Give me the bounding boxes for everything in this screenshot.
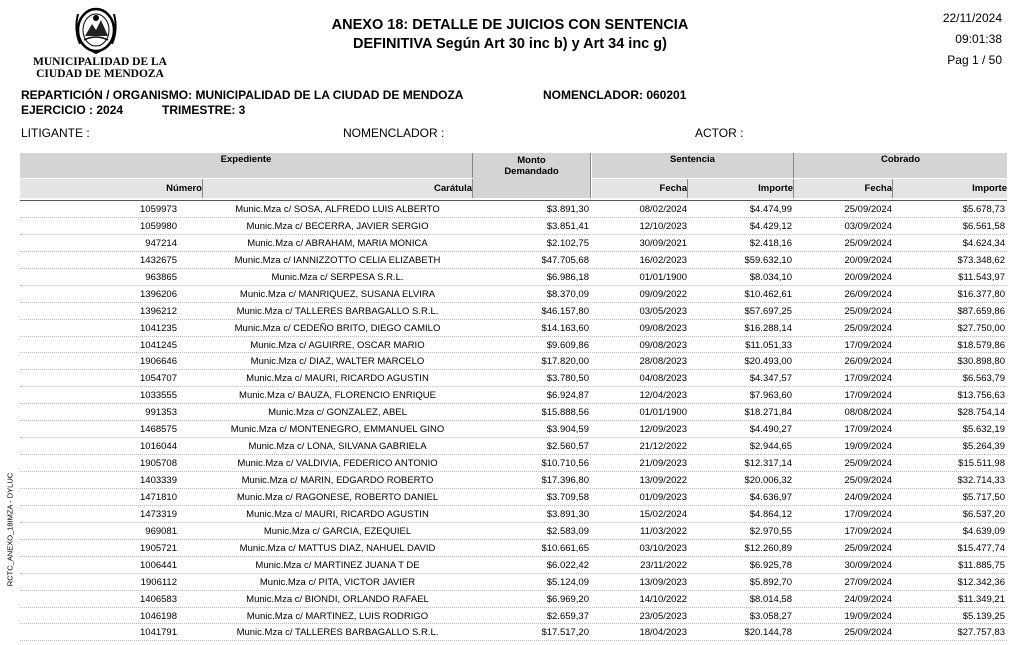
cell-cobrado-fecha: 17/09/2024 — [844, 339, 892, 351]
cell-sentencia-fecha: 13/09/2023 — [639, 576, 687, 588]
cell-sentencia-fecha: 13/09/2022 — [639, 475, 687, 486]
cell-numero: 1041235 — [140, 322, 177, 334]
col-group-sentencia: Sentencia — [592, 153, 794, 178]
table-row — [20, 286, 1007, 303]
cell-caratula: Munic.Mza c/ TALLERES BARBAGALLO S.R.L. — [236, 627, 439, 639]
cell-cobrado-fecha: 17/09/2024 — [844, 390, 892, 402]
cell-monto: $3.851,41 — [546, 220, 589, 232]
cell-cobrado-fecha: 20/09/2024 — [844, 271, 892, 283]
table-row — [20, 320, 1007, 337]
cell-numero: 1406583 — [140, 593, 177, 605]
reparticion-label: REPARTICIÓN / ORGANISMO: MUNICIPALIDAD DE LA CIUDAD DE MENDOZA — [21, 88, 464, 102]
cell-numero: 1473319 — [140, 508, 177, 520]
table-row — [20, 506, 1007, 523]
trimestre-label: TRIMESTRE: 3 — [162, 103, 246, 117]
cell-cobrado-fecha: 25/09/2024 — [844, 237, 892, 249]
cell-cobrado-importe: $16.377,80 — [957, 288, 1005, 300]
cell-caratula: Munic.Mza c/ TALLERES BARBAGALLO S.R.L. — [236, 305, 439, 317]
cell-cobrado-fecha: 26/09/2024 — [844, 356, 892, 368]
cell-sentencia-fecha: 12/04/2023 — [639, 390, 687, 402]
coat-of-arms-icon — [68, 4, 124, 54]
cell-caratula: Munic.Mza c/ DIAZ, WALTER MARCELO — [250, 356, 425, 368]
cell-sentencia-importe: $5.892,70 — [749, 576, 792, 588]
col-monto-demandado — [473, 153, 591, 198]
cell-sentencia-importe: $16.288,14 — [744, 322, 792, 334]
table-row — [20, 235, 1007, 252]
cell-sentencia-importe: $20.144,78 — [744, 627, 792, 639]
cell-caratula: Munic.Mza c/ IANNIZZOTTO CELIA ELIZABETH — [234, 254, 441, 266]
table-body — [20, 200, 1007, 641]
cell-caratula: Munic.Mza c/ MONTENEGRO, EMMANUEL GINO — [230, 424, 445, 436]
table-row — [20, 455, 1007, 472]
cell-cobrado-fecha: 24/09/2024 — [844, 491, 892, 503]
cell-numero: 1468575 — [140, 424, 177, 436]
cell-monto: $17.517,20 — [541, 627, 589, 639]
table-row — [20, 269, 1007, 286]
cell-cobrado-importe: $11.543,97 — [958, 271, 1005, 283]
cell-caratula: Munic.Mza c/ BECERRA, JAVIER SERGIO — [246, 220, 429, 232]
cell-cobrado-fecha: 26/09/2024 — [844, 288, 892, 300]
cell-numero: 1033555 — [140, 390, 177, 402]
cell-numero: 969081 — [145, 525, 177, 537]
cell-sentencia-importe: $4.474,99 — [749, 204, 792, 215]
report-meta — [943, 8, 1002, 71]
cell-cobrado-importe: $6.537,20 — [962, 508, 1005, 520]
table-row — [20, 438, 1007, 455]
cell-sentencia-importe: $12.317,14 — [744, 458, 792, 470]
cell-cobrado-importe: $5.139,25 — [962, 610, 1005, 622]
cell-sentencia-importe: $2.970,55 — [749, 525, 792, 537]
cell-sentencia-importe: $4.490,27 — [749, 424, 792, 436]
cell-monto: $9.609,86 — [546, 339, 589, 351]
cell-numero: 947214 — [145, 237, 177, 249]
juicios-table — [20, 153, 1007, 638]
cell-sentencia-fecha: 14/10/2022 — [639, 593, 687, 605]
cell-sentencia-importe: $8.014,58 — [749, 593, 792, 605]
cell-numero: 1905721 — [140, 542, 177, 554]
cell-sentencia-fecha: 03/05/2023 — [639, 305, 687, 317]
cell-numero: 1059973 — [140, 204, 177, 215]
cell-sentencia-fecha: 28/08/2023 — [639, 356, 687, 368]
title-line2: DEFINITIVA Según Art 30 inc b) y Art 34 inc g) — [353, 36, 667, 52]
cell-sentencia-fecha: 23/11/2022 — [640, 559, 687, 571]
cell-monto: $46.157,80 — [541, 305, 589, 317]
table-row — [20, 201, 1007, 218]
nomenclador-filter-label: NOMENCLADOR : — [343, 126, 445, 140]
cell-cobrado-importe: $5.678,73 — [962, 204, 1005, 215]
cell-cobrado-importe: $87.659,86 — [957, 305, 1005, 317]
cell-sentencia-fecha: 12/09/2023 — [639, 424, 687, 436]
cell-sentencia-fecha: 01/01/1900 — [639, 271, 687, 283]
table-row — [20, 472, 1007, 489]
cell-caratula: Munic.Mza c/ BAUZA, FLORENCIO ENRIQUE — [239, 390, 436, 402]
cell-cobrado-importe: $15.511,98 — [958, 458, 1005, 470]
cell-cobrado-importe: $6.563,79 — [962, 373, 1005, 385]
cell-monto: $3.709,58 — [546, 491, 589, 503]
table-row — [20, 608, 1007, 625]
cell-caratula: Munic.Mza c/ VALDIVIA, FEDERICO ANTONIO — [237, 458, 438, 470]
cell-sentencia-importe: $59.632,10 — [744, 254, 792, 266]
cell-cobrado-importe: $15.477,74 — [957, 542, 1005, 554]
cell-monto: $2.560,57 — [546, 441, 589, 453]
cell-numero: 1906646 — [140, 356, 177, 368]
page-number: Pag 1 / 50 — [947, 53, 1002, 67]
cell-caratula: Munic.Mza c/ RAGONESE, ROBERTO DANIEL — [236, 491, 439, 503]
cell-cobrado-fecha: 20/09/2024 — [844, 254, 892, 266]
cell-numero: 1054707 — [140, 373, 177, 385]
cell-cobrado-fecha: 24/09/2024 — [844, 593, 892, 605]
table-row — [20, 337, 1007, 354]
cell-sentencia-fecha: 18/04/2023 — [639, 627, 687, 639]
table-row — [20, 303, 1007, 320]
cell-sentencia-importe: $6.925,78 — [749, 559, 792, 571]
cell-sentencia-importe: $3.058,27 — [749, 610, 792, 622]
cell-caratula: Munic.Mza c/ MARIN, EDGARDO ROBERTO — [241, 475, 434, 486]
table-row — [20, 353, 1007, 370]
cell-sentencia-fecha: 11/03/2022 — [640, 525, 687, 537]
cell-monto: $3.780,50 — [546, 373, 589, 385]
cell-cobrado-importe: $6.561,58 — [962, 220, 1005, 232]
municipal-logo — [20, 4, 170, 82]
cell-cobrado-fecha: 25/09/2024 — [844, 627, 892, 639]
cell-sentencia-importe: $4.429,12 — [749, 220, 792, 232]
table-row — [20, 574, 1007, 591]
cell-caratula: Munic.Mza c/ MATTUS DIAZ, NAHUEL DAVID — [239, 542, 436, 554]
cell-cobrado-fecha: 25/09/2024 — [844, 204, 892, 215]
cell-sentencia-importe: $10.462,61 — [744, 288, 792, 300]
cell-sentencia-importe: $4.636,97 — [749, 491, 792, 503]
cell-cobrado-importe: $11.349,21 — [958, 593, 1005, 605]
cell-cobrado-fecha: 19/09/2024 — [844, 441, 892, 453]
cell-cobrado-importe: $5.632,19 — [962, 424, 1005, 436]
table-row — [20, 557, 1007, 574]
cell-sentencia-importe: $57.697,25 — [744, 305, 792, 317]
cell-cobrado-importe: $73.348,62 — [957, 254, 1005, 266]
litigante-label: LITIGANTE : — [21, 126, 90, 140]
cell-monto: $6.022,42 — [546, 559, 589, 571]
cell-sentencia-importe: $7.963,60 — [749, 390, 792, 402]
cell-numero: 1906112 — [140, 576, 177, 588]
col-sentencia-importe: Importe — [688, 179, 794, 198]
cell-monto: $3.904,59 — [546, 424, 589, 436]
cell-cobrado-fecha: 25/09/2024 — [844, 458, 892, 470]
table-row — [20, 252, 1007, 269]
cell-monto: $14.163,60 — [541, 322, 589, 334]
col-caratula: Carátula — [203, 179, 473, 198]
cell-cobrado-importe: $13.756,63 — [957, 390, 1005, 402]
nomenclador-code: NOMENCLADOR: 060201 — [543, 88, 687, 102]
cell-caratula: Munic.Mza c/ SOSA, ALFREDO LUIS ALBERTO — [235, 204, 440, 215]
cell-monto: $6.986,18 — [546, 271, 589, 283]
cell-caratula: Munic.Mza c/ MAURI, RICARDO AGUSTIN — [246, 373, 429, 385]
cell-sentencia-fecha: 15/02/2024 — [639, 508, 687, 520]
cell-numero: 1471810 — [140, 491, 177, 503]
cell-numero: 1432675 — [140, 254, 177, 266]
cell-numero: 1905708 — [140, 458, 177, 470]
table-row — [20, 404, 1007, 421]
cell-cobrado-fecha: 25/09/2024 — [844, 475, 892, 486]
cell-cobrado-importe: $5.717,50 — [962, 491, 1005, 503]
cell-caratula: Munic.Mza c/ GARCIA, EZEQUIEL — [263, 525, 412, 537]
col-group-expediente: Expediente — [20, 153, 473, 178]
cell-numero: 1016044 — [140, 441, 177, 453]
cell-sentencia-importe: $8.034,10 — [749, 271, 792, 283]
cell-cobrado-importe: $27.750,00 — [957, 322, 1005, 334]
cell-monto: $47.705,68 — [541, 254, 589, 266]
table-row — [20, 624, 1007, 641]
table-row — [20, 540, 1007, 557]
cell-monto: $6.924,87 — [546, 390, 589, 402]
table-row — [20, 218, 1007, 235]
cell-monto: $5.124,09 — [546, 576, 589, 588]
cell-sentencia-fecha: 21/09/2023 — [639, 458, 687, 470]
cell-numero: 1006441 — [140, 559, 177, 571]
cell-cobrado-fecha: 25/09/2024 — [844, 542, 892, 554]
col-monto-label: Monto — [517, 155, 546, 166]
table-row — [20, 591, 1007, 608]
cell-sentencia-fecha: 21/12/2022 — [639, 441, 687, 453]
cell-caratula: Munic.Mza c/ LONA, SILVANA GABRIELA — [248, 441, 427, 453]
col-cobrado-importe: Importe — [893, 179, 1007, 198]
cell-sentencia-fecha: 09/08/2023 — [639, 339, 687, 351]
cell-sentencia-fecha: 09/08/2023 — [639, 322, 687, 334]
cell-sentencia-importe: $4.864,12 — [749, 508, 792, 520]
cell-sentencia-fecha: 03/10/2023 — [639, 542, 687, 554]
cell-caratula: Munic.Mza c/ MARTINEZ, LUIS RODRIGO — [246, 610, 429, 622]
cell-monto: $8.370,09 — [546, 288, 589, 300]
cell-cobrado-importe: $18.579,86 — [957, 339, 1005, 351]
cell-cobrado-fecha: 03/09/2024 — [844, 220, 892, 232]
cell-sentencia-fecha: 30/09/2021 — [639, 237, 687, 249]
cell-sentencia-fecha: 16/02/2023 — [639, 254, 687, 266]
cell-cobrado-importe: $30.898,80 — [957, 356, 1005, 368]
table-row — [20, 387, 1007, 404]
cell-cobrado-fecha: 19/09/2024 — [844, 610, 892, 622]
col-sentencia-fecha: Fecha — [592, 179, 688, 198]
cell-sentencia-importe: $12.260,89 — [744, 542, 792, 554]
cell-cobrado-importe: $11.885,75 — [958, 559, 1005, 571]
cell-caratula: Munic.Mza c/ SERPESA S.R.L. — [271, 271, 404, 283]
cell-monto: $2.102,75 — [546, 237, 589, 249]
side-report-code: RCTC_ANEXO_18IMZA - DYLUC — [5, 472, 15, 587]
table-row — [20, 489, 1007, 506]
cell-cobrado-importe: $5.264,39 — [962, 441, 1005, 453]
cell-cobrado-fecha: 17/09/2024 — [844, 424, 892, 436]
cell-caratula: Munic.Mza c/ AGUIRRE, OSCAR MARIO — [250, 339, 425, 351]
cell-sentencia-fecha: 23/05/2023 — [639, 610, 687, 622]
report-date: 22/11/2024 — [942, 11, 1002, 25]
cell-cobrado-fecha: 25/09/2024 — [844, 322, 892, 334]
cell-cobrado-importe: $32.714,33 — [957, 475, 1005, 486]
cell-monto: $2.583,09 — [546, 525, 589, 537]
cell-cobrado-importe: $28.754,14 — [957, 407, 1005, 419]
cell-sentencia-importe: $20.493,00 — [744, 356, 792, 368]
table-row — [20, 421, 1007, 438]
cell-monto: $15.888,56 — [541, 407, 589, 419]
cell-caratula: Munic.Mza c/ MARTINEZ JUANA T DE — [255, 559, 420, 571]
cell-numero: 1396212 — [140, 305, 177, 317]
cell-numero: 1041791 — [140, 627, 177, 639]
cell-caratula: Munic.Mza c/ CEDEÑO BRITO, DIEGO CAMILO — [234, 322, 441, 334]
cell-cobrado-fecha: 25/09/2024 — [844, 305, 892, 317]
cell-cobrado-fecha: 08/08/2024 — [844, 407, 892, 419]
cell-numero: 1041245 — [140, 339, 177, 351]
cell-sentencia-importe: $11.051,33 — [745, 339, 792, 351]
cell-sentencia-importe: $2.418,16 — [749, 237, 792, 249]
cell-monto: $10.710,56 — [541, 458, 589, 470]
col-cobrado-fecha: Fecha — [794, 179, 893, 198]
cell-cobrado-importe: $12.342,36 — [957, 576, 1005, 588]
cell-monto: $17.820,00 — [541, 356, 589, 368]
cell-numero: 991353 — [145, 407, 177, 419]
cell-caratula: Munic.Mza c/ PITA, VICTOR JAVIER — [259, 576, 416, 588]
cell-monto: $3.891,30 — [546, 204, 589, 215]
cell-numero: 963865 — [145, 271, 177, 283]
col-numero: Número — [20, 179, 203, 198]
cell-sentencia-importe: $20.006,32 — [744, 475, 792, 486]
cell-caratula: Munic.Mza c/ MANRIQUEZ, SUSANA ELVIRA — [239, 288, 436, 300]
cell-monto: $6.969,20 — [546, 593, 589, 605]
cell-numero: 1403339 — [140, 475, 177, 486]
cell-sentencia-fecha: 08/02/2024 — [639, 204, 687, 215]
cell-numero: 1059980 — [140, 220, 177, 232]
cell-sentencia-fecha: 12/10/2023 — [639, 220, 687, 232]
cell-sentencia-fecha: 09/09/2022 — [639, 288, 687, 300]
cell-caratula: Munic.Mza c/ MAURI, RICARDO AGUSTIN — [246, 508, 429, 520]
cell-sentencia-fecha: 01/01/1900 — [639, 407, 687, 419]
table-row — [20, 523, 1007, 540]
title-line1: ANEXO 18: DETALLE DE JUICIOS CON SENTENCIA — [331, 17, 689, 33]
report-title — [270, 16, 750, 54]
cell-caratula: Munic.Mza c/ ABRAHAM, MARIA MONICA — [247, 237, 428, 249]
org-name-line2: CIUDAD DE MENDOZA — [36, 68, 164, 80]
col-demandado-label: Demandado — [504, 166, 559, 177]
cell-sentencia-fecha: 04/08/2023 — [639, 373, 687, 385]
actor-label: ACTOR : — [695, 126, 744, 140]
cell-cobrado-fecha: 17/09/2024 — [844, 525, 892, 537]
cell-monto: $3.891,30 — [546, 508, 589, 520]
cell-monto: $17.396,80 — [541, 475, 589, 486]
table-row — [20, 370, 1007, 387]
cell-sentencia-importe: $18.271,84 — [744, 407, 792, 419]
cell-cobrado-fecha: 30/09/2024 — [844, 559, 892, 571]
cell-caratula: Munic.Mza c/ BIONDI, ORLANDO RAFAEL — [246, 593, 429, 605]
org-name-line1: MUNICIPALIDAD DE LA — [33, 56, 167, 68]
col-group-cobrado: Cobrado — [794, 153, 1007, 178]
ejercicio-label: EJERCICIO : 2024 — [21, 103, 124, 117]
cell-monto: $2.659,37 — [546, 610, 589, 622]
cell-cobrado-fecha: 27/09/2024 — [844, 576, 892, 588]
cell-cobrado-fecha: 17/09/2024 — [844, 373, 892, 385]
cell-sentencia-importe: $4.347,57 — [749, 373, 792, 385]
cell-monto: $10.661,65 — [541, 542, 589, 554]
cell-cobrado-importe: $4.639,09 — [962, 525, 1005, 537]
cell-cobrado-importe: $4.624,34 — [962, 237, 1005, 249]
cell-cobrado-fecha: 17/09/2024 — [844, 508, 892, 520]
cell-cobrado-importe: $27.757,83 — [957, 627, 1005, 639]
cell-sentencia-fecha: 01/09/2023 — [639, 491, 687, 503]
cell-numero: 1046198 — [140, 610, 177, 622]
cell-numero: 1396206 — [140, 288, 177, 300]
report-time: 09:01:38 — [955, 32, 1002, 46]
cell-caratula: Munic.Mza c/ GONZALEZ, ABEL — [268, 407, 407, 419]
cell-sentencia-importe: $2.944,65 — [749, 441, 792, 453]
